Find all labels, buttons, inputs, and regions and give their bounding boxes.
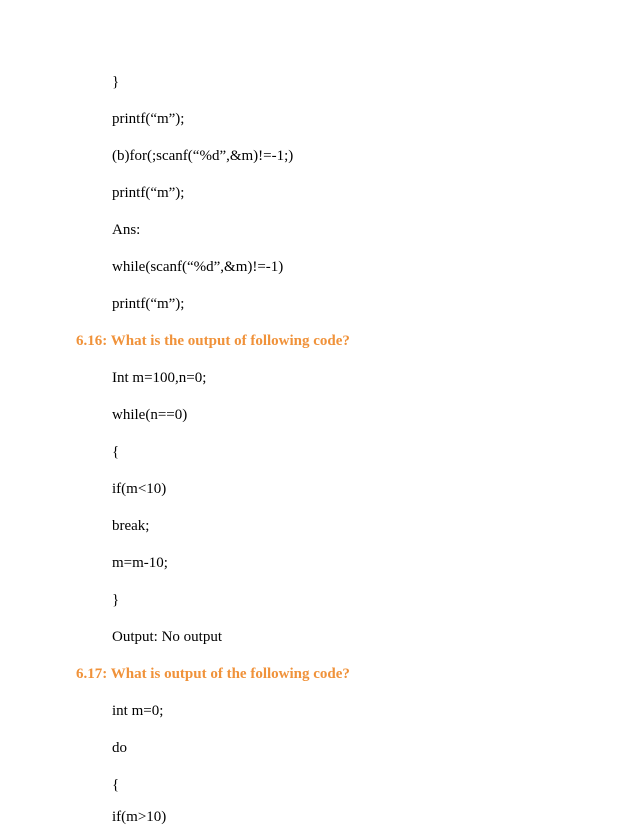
code-line: while(n==0) [112, 407, 188, 423]
code-line: printf(“m”); [112, 111, 185, 127]
question-heading-6-17: 6.17: What is output of the following code? [76, 666, 350, 682]
code-line: { [112, 777, 120, 793]
code-line: { [112, 444, 120, 460]
code-line: printf(“m”); [112, 296, 185, 312]
output-text: Output: No output [112, 629, 223, 645]
code-line: break; [112, 518, 150, 534]
code-line: } [112, 74, 120, 90]
code-line: Int m=100,n=0; [112, 370, 207, 386]
code-line: printf(“m”); [112, 185, 185, 201]
answer-label: Ans: [112, 222, 141, 238]
code-line: if(m<10) [112, 481, 167, 497]
code-line: if(m>10) [112, 809, 167, 825]
code-line: } [112, 592, 120, 608]
code-line: while(scanf(“%d”,&m)!=-1) [112, 259, 284, 275]
code-line: int m=0; [112, 703, 164, 719]
code-line: m=m-10; [112, 555, 168, 571]
question-heading-6-16: 6.16: What is the output of following code? [76, 333, 350, 349]
code-line: (b)for(;scanf(“%d”,&m)!=-1;) [112, 148, 294, 164]
code-line: do [112, 740, 127, 756]
